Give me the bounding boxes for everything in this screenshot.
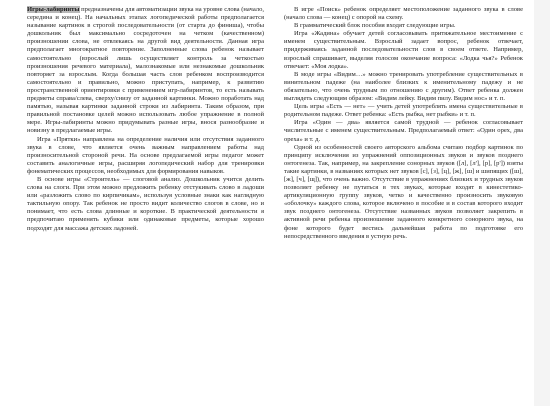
paragraph <box>284 6 523 22</box>
paragraph-text: В моде игры «Видим…» можно тренировать употребление существительных в винительном падеже (на наиболее близких к именительному падежу и не обязательно, что очень трудным по отношению с другим). Ответ ребенка должен выглядеть следующим образом: «Видим лейку. Видим пилу. Видим нос» и т. п. <box>284 70 523 103</box>
paragraph-text: В основе игры «Строитель» — слоговой анализ. Дошкольник учится делить слова на слоги. При этом можно предложить ребенку отстукивать слово в ладоши или «разложить слово по кирпичикам», используя условные знаки как наглядную тактильную опору. Так ребенок не просто видит количество слогов в слове, но и понимает, что есть слова длинные и короткие. В практической деятельности я предпочитаю применять кубики или одинаковые предметы, которые хорошо подходят для массажа детских ладоней. <box>27 175 264 232</box>
paragraph <box>284 22 523 30</box>
paragraph <box>27 176 264 233</box>
paragraph <box>284 119 523 143</box>
paragraph-text: В игре «Поиск» ребенок определяет местоположение заданного звука в слове (начало слова — конец) с опорой на схему. <box>284 6 523 22</box>
paragraph-text: Игра «Один — два» является самой трудной — ребенок согласовывает числительные с именем существительным. Предполагаемый ответ: «Один орех, два ореха» и т. д. <box>284 119 523 143</box>
right-column <box>284 6 523 241</box>
paragraph-text: Одной из особенностей своего авторского альбома считаю подбор картинок по принципу исключения из упражнений оппозиционных звуков и звуков позднего онтогенеза. Так, например, на закрепление сонорных звуков ([л], [л'], [р], [р']) взяты такие картинки, в названиях которых нет звуков [с], [з], [ц], [ж], [ш] и шипящих ([ш], [ж], [ч], [щ]), что очень важно. Отсутствие в упражнениях близких и трудных звуков позволяет ребенку не путаться в тех звуках, которые входят в кинестетико-артикуляционную группу звуков, четко и качественно произносить звуковую «оболочку» каждого слова, которое включено в пособие и в состав которого входит звук позднего онтогенеза. Отсутствие названных звуков позволяет закрепить в активной речи ребенка произношение заданного конкретного сонорного звука, на фоне которого будет вестись дальнейшая работа по подготовке его непосредственного введения в устную речь. <box>284 143 523 240</box>
paragraph-text: В грамматический блок пособия входят следующие игры. <box>294 22 456 30</box>
paragraph <box>27 136 264 176</box>
paragraph-text: Игра «Прятки» направлена на определение наличия или отсутствия заданного звука в слове, что является очень важным направлением работы над произносительной стороной речи. На основе предлагаемой игры педагог может составить аналогичные игры, расширяя логопедический набор для тренировки фонематических процессов, необходимых для формирования навыков. <box>27 135 264 175</box>
paragraph <box>284 144 523 241</box>
left-column <box>27 6 264 233</box>
highlighted-term: Игры-лабиринты <box>27 6 80 13</box>
page-gutter <box>534 0 550 406</box>
paragraph <box>284 71 523 103</box>
paragraph-text: предназначены для автоматизации звука на уровне слова (начало, середина и конец). На начальных этапах логопедической работы предполагается называние картинок в строгой последовательности (от старта до финиша), чтобы дошкольник был максимально сосредоточен на четком (качественном) произношении слова, не отвлекаясь на другой вид деятельности. Данная игра предполагает многократное повторение. Заполненные слова ребенок называет самостоятельно (взрослый лишь осуществляет контроль за четкостью произношения речевого материала), малознакомые или незнакомые дошкольник повторяет за взрослым. Когда большая часть слов ребенком воспроизводится самостоятельно и правильно, можно приступать, например, к развитию пространственной ориентировки с применением игр-лабиринтов, то есть называть предметы справа/слева, сверху/снизу от заданной картинки. Можно поработать над памятью, называя картинки заданной строки из лабиринта. Таким образом, при правильной постановке целей можно использовать любое упражнение в полной мере. Игры-лабиринты можно придумывать разные игры, внося разнообразие и новизну в предлагаемые игры. <box>27 6 264 135</box>
paragraph-text: Игра «Жадина» обучает детей согласовывать притяжательное местоимение с именем существительным. Взрослый задает вопрос, ребенок отвечает, придерживаясь заданной последовательности слов в своем ответе. Например, взрослый спрашивает, выделяя голосом окончание вопроса: «Лодка чья?» Ребенок отвечает: «Моя лодка». <box>284 30 523 70</box>
paragraph <box>284 103 523 119</box>
paragraph-text: Цель игры «Есть — нет» — учить детей употреблять имена существительные в родительном падеже. Ответ ребенка: «Есть рыбка, нет рыбки» и т. п. <box>284 103 523 119</box>
paragraph <box>27 6 264 136</box>
paragraph <box>284 30 523 70</box>
